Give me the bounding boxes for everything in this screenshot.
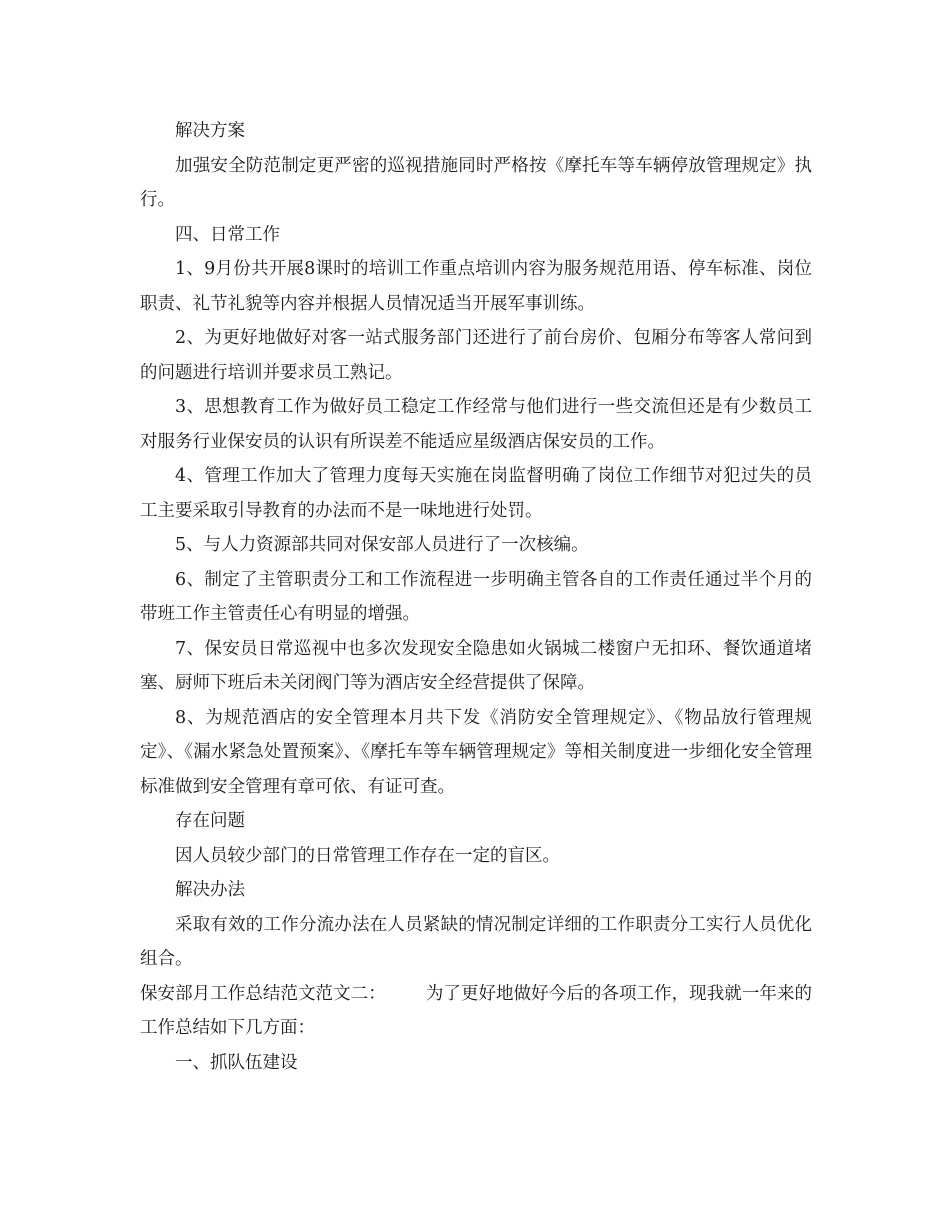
section-heading-team-building: 一、抓队伍建设 [175,1052,298,1073]
section-heading-solution: 解决方案 [175,121,245,141]
paragraph: 加强安全防范制定更严密的巡视措施同时严格按《摩托车等车辆停放管理规定》执行。 [140,155,812,210]
section-heading-problems: 存在问题 [175,811,245,831]
paragraph: 1、9月份共开展8课时的培训工作重点培训内容为服务规范用语、停车标准、岗位职责、礼节礼貌等内容并根据人员情况适当开展军事训练。 [140,259,812,314]
document-body [140,114,812,1080]
sample-two-paragraph [140,977,812,1046]
sample-two-intro: 为了更好地做好今后的各项工作，现我就一年来的工作总结如下几方面： [140,983,813,1038]
paragraph: 7、保安员日常巡视中也多次发现安全隐患如火锅城二楼窗户无扣环、餐饮通道堵塞、厨师下班后未关闭阀门等为酒店安全经营提供了保障。 [140,638,812,693]
paragraph: 2、为更好地做好对客一站式服务部门还进行了前台房价、包厢分布等客人常问到的问题进行培训并要求员工熟记。 [140,328,812,383]
paragraph: 3、思想教育工作为做好员工稳定工作经常与他们进行一些交流但还是有少数员工对服务行业保安员的认识有所误差不能适应星级酒店保安员的工作。 [140,397,812,452]
section-heading-daily-work: 四、日常工作 [175,224,280,245]
paragraph: 4、管理工作加大了管理力度每天实施在岗监督明确了岗位工作细节对犯过失的员工主要采取引导教育的办法而不是一味地进行处罚。 [140,466,812,521]
paragraph: 因人员较少部门的日常管理工作存在一定的盲区。 [175,845,560,866]
paragraph: 5、与人力资源部共同对保安部人员进行了一次核编。 [175,535,589,555]
section-heading-solutions: 解决办法 [175,880,245,900]
paragraph: 8、为规范酒店的安全管理本月共下发《消防安全管理规定》、《物品放行管理规定》、《漏水紧急处置预案》、《摩托车等车辆管理规定》等相关制度进一步细化安全管理标准做到安全管理有章可依、有证可查。 [140,707,812,797]
paragraph: 6、制定了主管职责分工和工作流程进一步明确主管各自的工作责任通过半个月的带班工作主管责任心有明显的增强。 [140,569,812,624]
sample-two-heading: 保安部月工作总结范文范文二： [140,983,386,1004]
paragraph: 采取有效的工作分流办法在人员紧缺的情况制定详细的工作职责分工实行人员优化组合。 [140,914,812,969]
